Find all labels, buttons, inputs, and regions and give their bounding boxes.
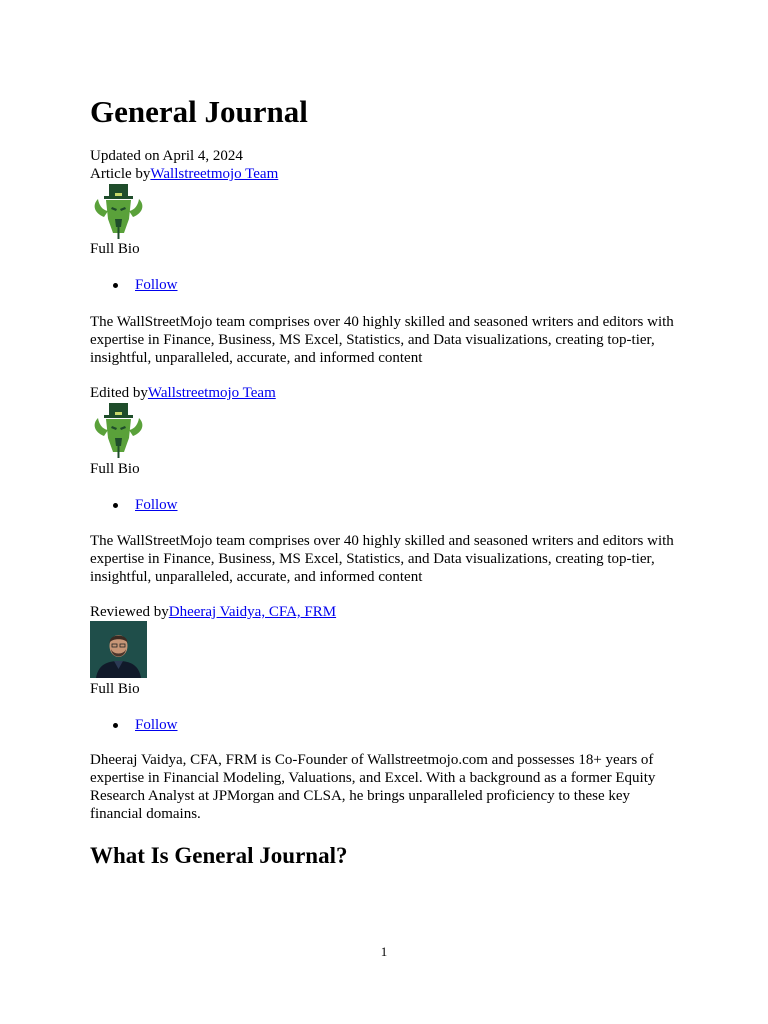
page-number: 1 [380,944,388,959]
reviewed-by-line [90,603,336,621]
edited-by-label: Edited by [90,385,148,401]
article-by-label: Article by [90,166,151,182]
follow-link[interactable]: Follow [135,497,178,513]
list-bullet [113,283,118,288]
edited-by-line [90,384,276,402]
reviewer-photo [90,621,147,678]
full-bio-label: Full Bio [90,461,140,477]
list-bullet [113,503,118,508]
reviewed-by-label: Reviewed by [90,604,169,620]
follow-link[interactable]: Follow [135,717,178,733]
article-author-link[interactable]: Wallstreetmojo Team [150,166,279,182]
reviewer-bio-text: Dheeraj Vaidya, CFA, FRM is Co-Founder of Wallstreetmojo.com and possesses 18+ years of expertise in Financial Modeling, Valuations, and Excel. With a background as a former Equity Research Analyst at JPMorgan and CLSA, he brings unparalleled proficiency to these key financial domains. [90,752,656,822]
reviewer-link[interactable]: Dheeraj Vaidya, CFA, FRM [168,604,337,620]
editor-link[interactable]: Wallstreetmojo Team [147,385,276,401]
page-title: General Journal [90,94,308,129]
section-heading: What Is General Journal? [90,843,348,868]
updated-date: Updated on April 4, 2024 [90,148,243,164]
wallstreetmojo-bull-logo-icon [90,402,147,459]
full-bio-label: Full Bio [90,681,140,697]
article-by-line [90,165,278,183]
list-bullet [113,723,118,728]
author-bio-text: The WallStreetMojo team comprises over 40 highly skilled and seasoned writers and editors with expertise in Finance, Business, MS Excel, Statistics, and Data visualizations, creating top-tier, insightful, unparalleled, accurate, and informed content [90,314,674,366]
editor-bio-text: The WallStreetMojo team comprises over 40 highly skilled and seasoned writers and editors with expertise in Finance, Business, MS Excel, Statistics, and Data visualizations, creating top-tier, insightful, unparalleled, accurate, and informed content [90,533,674,585]
wallstreetmojo-bull-logo-icon [90,183,147,240]
follow-link[interactable]: Follow [135,277,178,293]
full-bio-label: Full Bio [90,241,140,257]
